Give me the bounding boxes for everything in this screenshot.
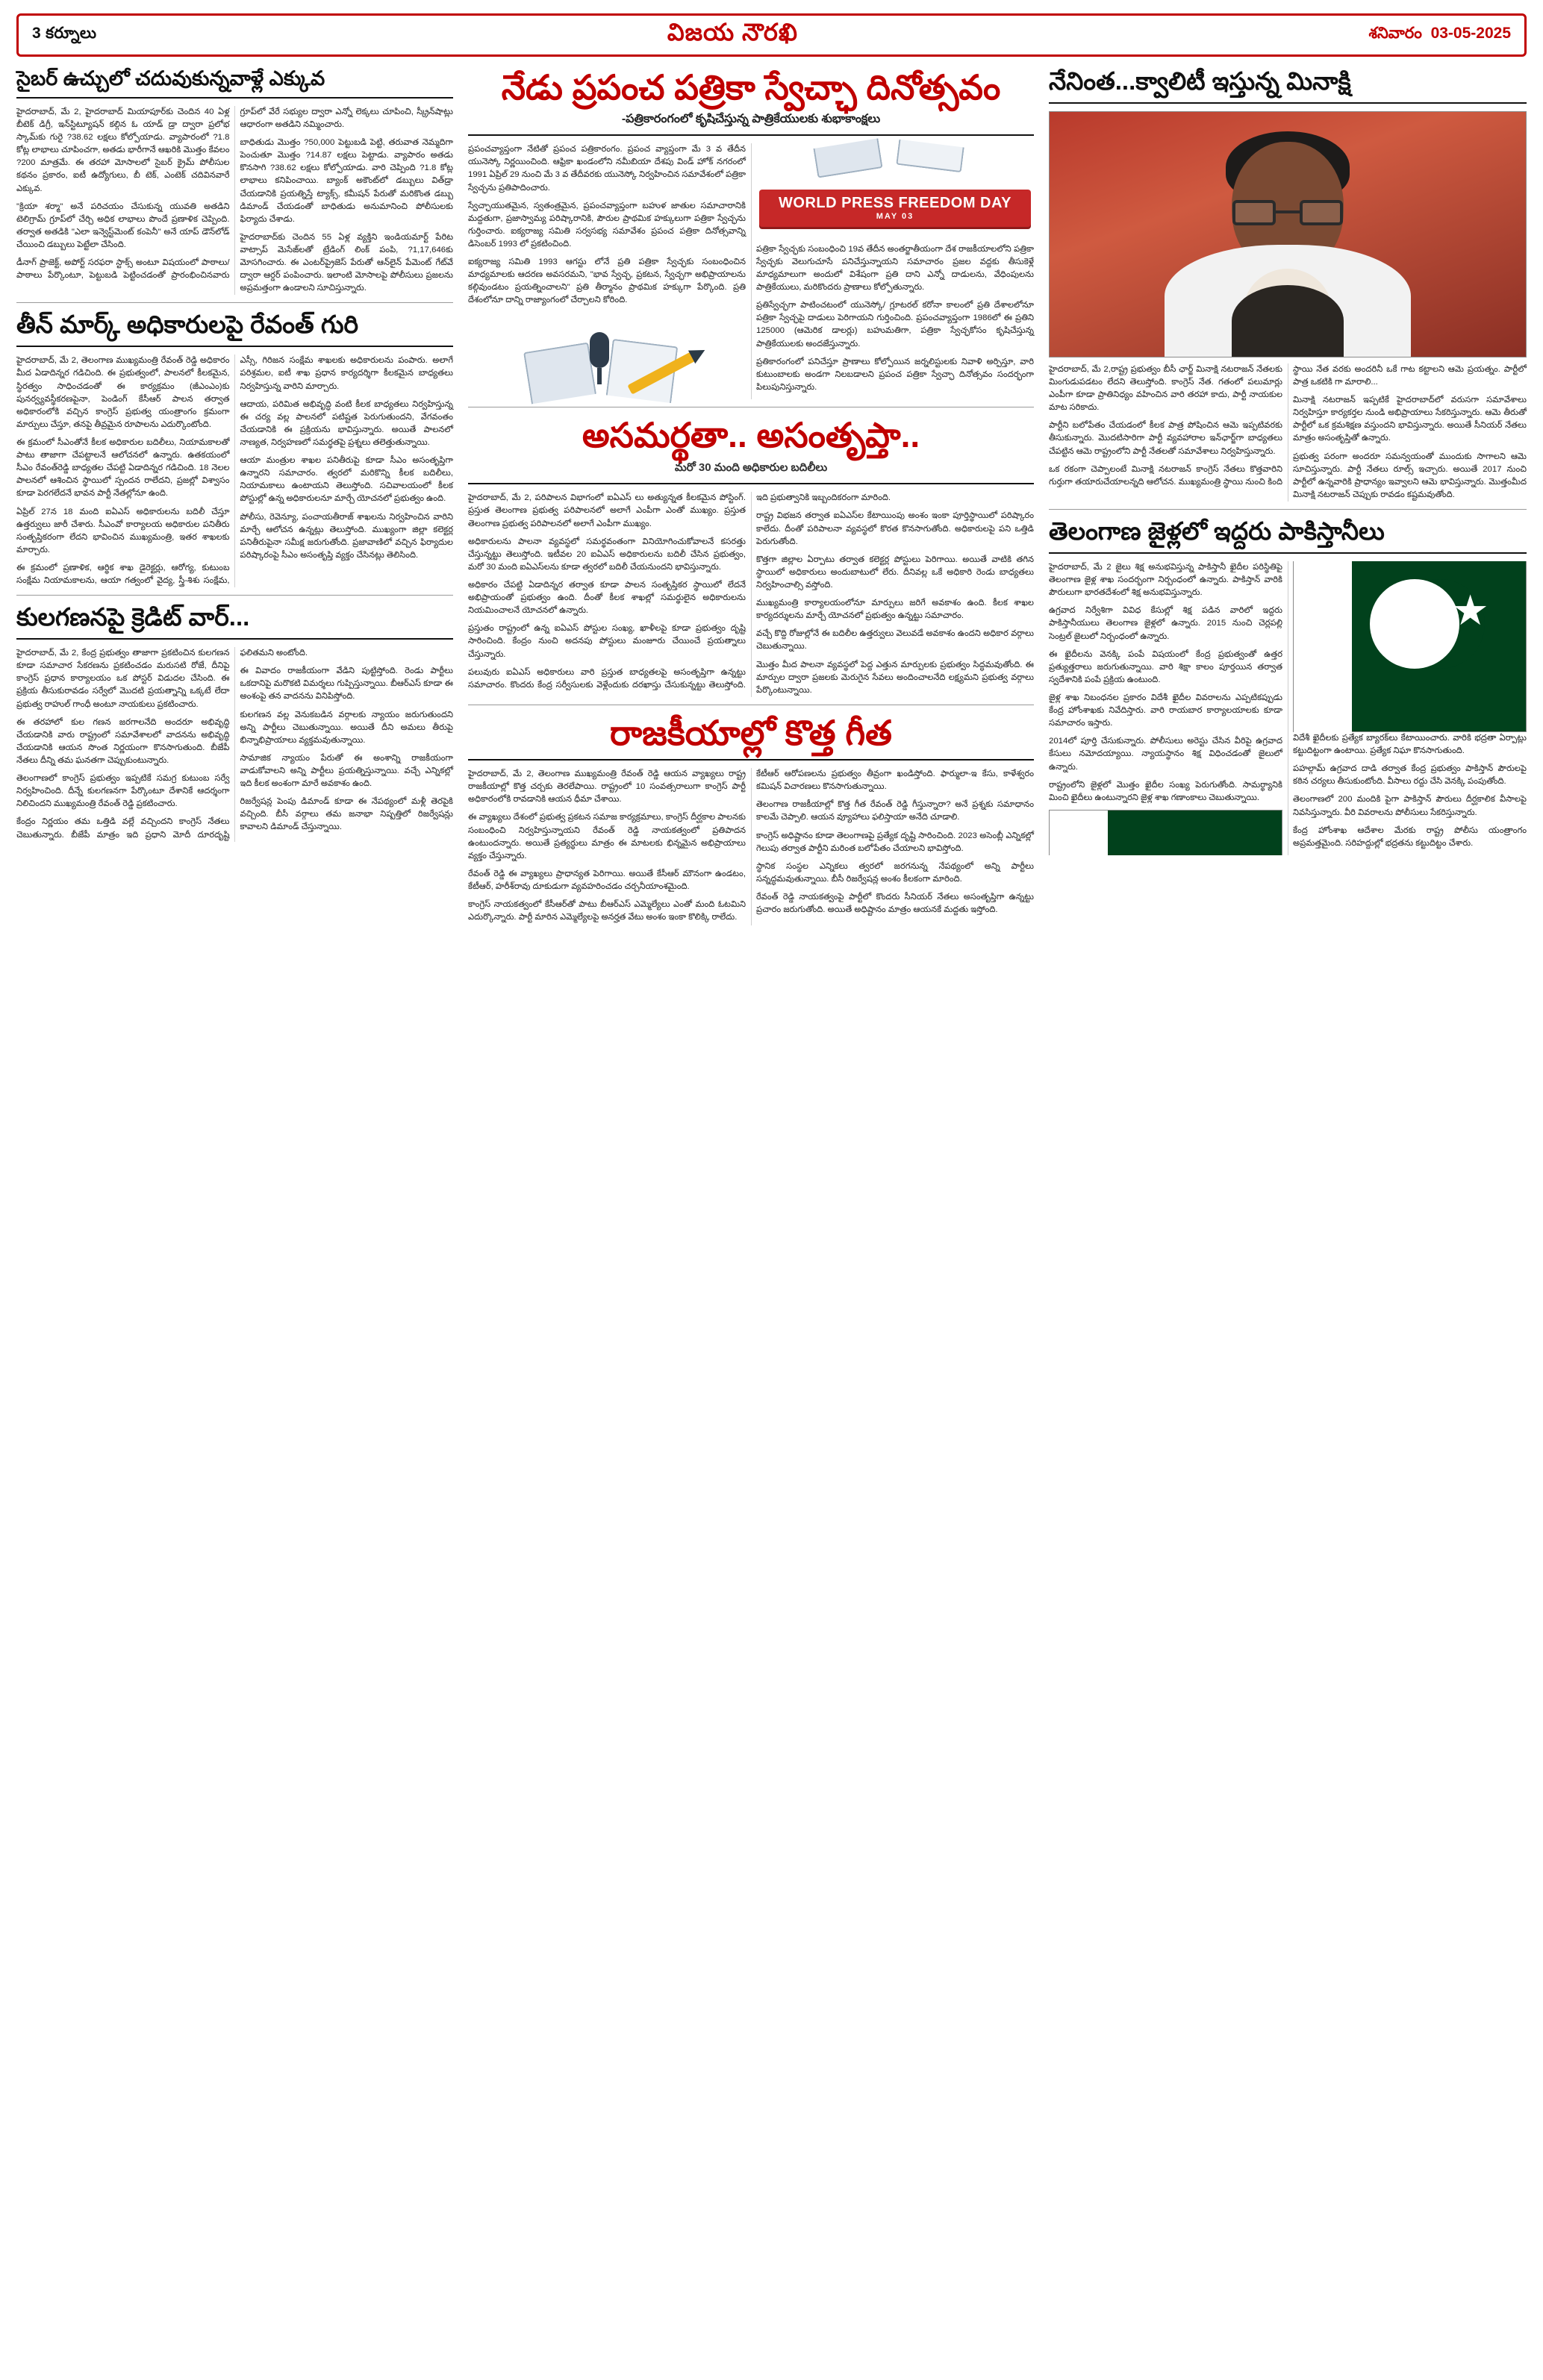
article-world-press-freedom-day [468,67,1034,399]
paragraph: ఈ తరహాలో కుల గణన జరగాలనేది అందరూ అభివృద్ధి చేయడానికి వారు రాష్ట్రంలో సమావేశాలలో వాదనను అభివృద్ధి చేయడానికి ఆయన సొంత నిర్ణయంగా కొనసాగుతుంది. బీజేపీ నేతలు దీన్ని తమ ఘనతగా చెప్పుకుంటున్నారు. [16,717,230,765]
paragraph: ఏప్రిల్ 27న 18 మంది ఐఏఎస్ అధికారులను బదిలీ చేస్తూ ఉత్తర్వులు జారీ చేశారు. సీఎంవో కార్యాలయ అధికారుల పనితీరు సంతృప్తికరంగా లేదని భావించిన ముఖ్యమంత్రి, ఇతర శాఖలకు మార్చారు. [16,507,230,555]
article-wpfd-body [468,143,1034,399]
paragraph: కేటీఆర్ ఆరోపణలను ప్రభుత్వం తీవ్రంగా ఖండిస్తోంది. ఫార్ములా-ఇ కేసు, కాళేశ్వరం కమిషన్ విచారణలు కొనసాగుతున్నాయి. [756,769,1034,792]
left-column [16,64,453,930]
paragraph: ప్రపంచవ్యాప్తంగా నేటితో ప్రపంచ పత్రికారంగం. ప్రపంచ వ్యాప్తంగా మే 3 వ తేదీన యునెస్కో నిర్ణయించింది. ఆఫ్రికా ఖండంలోని నమీబియా దేశపు విండ్ హోక్ నగరంలో 1991 ఏప్రిల్ 29 నుంచి మే 3 వ తేదీవరకు యునెస్కో నిర్వహించిన సమావేశంలో పత్రికా స్వేచ్ఛను ప్రతిపాదించారు. [468,145,746,193]
paragraph: హైదరాబాద్, మే 2, కేంద్ర ప్రభుత్వం తాజాగా ప్రకటించిన కులగణన కూడా సమాచార సేకరణను ప్రకటించడం మరుసటి రోజే, దీనిపై కాంగ్రెస్ ప్రధాన కార్యాలయం ఒక పోస్టర్ విడుదల చేసింది. ఈ ప్రక్రియ తీసుకురావడం సర్వేలో మొదటి ప్రయత్నాన్ని ఒక్కటే లేదా ప్రభుత్వ రాహుల్ గాంధీ అంటూ నాయకులు ప్రకటించారు. [16,649,230,709]
article-new-song-headline: రాజకీయాల్లో కొత్త గీత [610,713,892,752]
article-wpfd-headline: నేడు ప్రపంచ పత్రికా స్వేచ్ఛా దినోత్సవం [501,68,1001,107]
paragraph: ప్రతికారంగంలో పనిచేస్తూ ప్రాణాలు కోల్పోయిన జర్నలిస్టులకు నివాళి అర్పిస్తూ, వారి కుటుంబాలకు అండగా నిలబడాలని ప్రపంచ పత్రికా స్వేచ్ఛా దినోత్సవం సందర్భంగా పిలుపునిస్తున్నారు. [756,357,1034,392]
article-incapable-body [468,492,1034,697]
paragraph: అధికారం చేపట్టి ఏడాదిన్నర తర్వాత కూడా పాలన సంతృప్తికర స్థాయిలో లేదనే అభిప్రాయంతో ప్రభుత్వం ఉంది. దీంతో కీలక శాఖల్లో సమర్థులైన అధికారులను నియమించాలనే యోచనలో ఉన్నారు. [468,580,746,616]
article-new-song-body [468,768,1034,925]
divider [468,759,1034,760]
paragraph: కాంగ్రెస్ అధిష్టానం కూడా తెలంగాణపై ప్రత్యేక దృష్టి సారించింది. 2023 అసెంబ్లీ ఎన్నికల్లో గెలుపు తర్వాత పార్టీని మరింత బలోపేతం చేయాలని భావిస్తోంది. [756,831,1034,853]
paragraph: ఆదాయ, పరిమిత అభివృద్ధి వంటి కీలక బాధ్యతలు నిర్వహిస్తున్న ఈ చర్య వల్ల పాలనలో పటిష్టత పెరుగుతుందని, వేగవంతం చేయడానికి ఈ ప్రక్రియను భావిస్తున్నారు. అయితే పాలనలో నాణ్యత, నిర్వహణలో సమర్థతపై ప్రశ్నలు తలెత్తుతున్నాయి. [240,399,453,447]
paragraph: ఒక రకంగా చెప్పాలంటే మినాక్షి నటరాజన్ కాంగ్రెస్ నేతలు కొత్తవారిని గుర్తుగా తయారుచేయాలన్నది ఆలోచన. ముఖ్యమంత్రి స్థాయి నుంచి కింది స్థాయి నేత వరకు అందరినీ ఒకే గాట కట్టాలని ఆమె ప్రయత్నం. పార్టీలో పాత్ర ఒకటికి గా మారాలి... [1049,364,1527,487]
star-icon: ★ [1451,587,1489,634]
paragraph: ఈ వివాదం రాజకీయంగా వేడిని పుట్టిస్తోంది. రెండు పార్టీలు ఒకదానిపై మరొకటి విమర్శలు గుప్పిస్తున్నాయి. బీఆర్ఎస్ కూడా ఈ అంశంపై తన వాదనను వినిపిస్తోంది. [240,666,453,702]
paragraph: హైదరాబాద్, మే 2 జైలు శిక్ష అనుభవిస్తున్న పాకిస్తానీ ఖైదీల పరిస్థితిపై తెలంగాణ జైళ్ల శాఖ సందర్భంగా నిర్బంధంలో ఉన్నారు. పాకిస్తాన్ వారికి పౌరులుగా భారతదేశంలో శిక్ష అనుభవిస్తున్నారు. [1049,562,1282,598]
paragraph: ఈ ఖైదీలను వెనక్కి పంపే విషయంలో కేంద్ర ప్రభుత్వంతో ఉత్తర ప్రత్యుత్తరాలు జరుగుతున్నాయి. వారి శిక్షా కాలం పూర్తయిన తర్వాత స్వదేశానికి పంపే ప్రక్రియ ఉంటుంది. [1049,649,1282,684]
paragraph: కులగణన వల్ల వెనుకబడిన వర్గాలకు న్యాయం జరుగుతుందని అన్ని పార్టీలు చెబుతున్నాయి. అయితే దీని అమలు తీరుపై భిన్నాభిప్రాయాలు వ్యక్తమవుతున్నాయి. [240,710,453,745]
page-grid [16,64,1527,930]
publication-date [1369,25,1512,46]
paragraph: తెలంగాణలో కాంగ్రెస్ ప్రభుత్వం ఇప్పటికే సమగ్ర కుటుంబ సర్వే నిర్వహించింది. దీన్నే కులగణనగా పేర్కొంటూ దేశానికే ఆదర్శంగా నిలిచిందని ముఖ్యమంత్రి రేవంత్ రెడ్డి ప్రకటించారు. [16,774,230,809]
paragraph: పోలీసు, రెవెన్యూ, పంచాయతీరాజ్ శాఖలను నిర్వహించిన వారిని మార్చే ఆలోచన ఉన్నట్లు తెలుస్తోంది. ముఖ్యంగా జిల్లా కలెక్టర్ల పనితీరుపైనా సమీక్ష జరుగుతోంది. ప్రజావాణిలో వచ్చిన ఫిర్యాదుల పరిష్కారంపై సీఎం అసంతృప్తి వ్యక్తం చేసినట్లు తెలిసింది. [240,512,453,560]
paragraph: అధికారులను పాలనా వ్యవస్థలో సమర్థవంతంగా వినియోగించుకోవాలనే కసరత్తు చేస్తున్నట్టు తెలుస్తోంది. ఇటీవల 20 ఐఏఎస్ అధికారులను బదిలీ చేసిన ప్రభుత్వం, మరో 30 మంది ఐఏఎస్‌లను కూడా త్వరలో బదిలీ చేయనుందని భావిస్తున్నారు. [468,537,746,572]
center-column [468,64,1034,930]
paragraph: వచ్చే కొద్ది రోజుల్లోనే ఈ బదిలీల ఉత్తర్వులు వెలువడే అవకాశం ఉందని అధికార వర్గాలు చెబుతున్నాయి. [756,629,1034,652]
lens-right [1300,200,1343,225]
article-revanth-headline: తీన్ మార్క్ అధికారులపై రేవంత్ గురి [16,310,359,339]
article-revanth-body [16,354,453,587]
paragraph: పలువురు ఐఏఎస్ అధికారులు వారి ప్రస్తుత బాధ్యతలపై అసంతృప్తిగా ఉన్నట్టు సమాచారం. కొందరు కేంద్ర సర్వీసులకు వెళ్లేందుకు దరఖాస్తు చేసుకున్నట్టు తెలుస్తోంది. ఇది ప్రభుత్వానికి ఇబ్బందికరంగా మారింది. [468,493,891,690]
wpfd-ribbon-title: WORLD PRESS FREEDOM DAY [779,194,1011,211]
paragraph: ప్రస్తుతం రాష్ట్రంలో ఉన్న ఐఏఎస్ పోస్టుల సంఖ్య, ఖాళీలపై కూడా ప్రభుత్వం దృష్టి సారించింది. కేంద్రం నుంచి అదనపు పోస్టులు మంజూరు చేయించే ప్రయత్నాలు చేస్తున్నారు. [468,624,746,659]
article-incapable [468,415,1034,697]
wpfd-ribbon-sub: MAY 03 [876,211,914,221]
paragraph: ఐక్యరాజ్య సమితి 1993 ఆగస్టు లోనే ప్రతి పత్రికా స్వేచ్ఛకు సంబంధించిన మాధ్యమాలకు ఆదరణ అవసరమని, "భావ స్వేచ్ఛ, ప్రకటన, స్వేచ్ఛగా అభిప్రాయాలను కల్గివుండటం ప్రయత్నించాలని" ప్రతి తీర్మానం ప్రాథమిక హక్కుగా పేర్కొంది. ప్రతి దేశంలోనూ దాన్ని రాజ్యాంగంలో చేర్చాలని కోరింది. [468,257,746,305]
minakshi-portrait-photo [1049,111,1527,357]
glasses-icon [1232,200,1343,225]
divider [16,346,453,347]
glasses-bridge [1276,210,1300,213]
divider [16,97,453,99]
divider [468,134,1034,136]
divider [468,483,1034,484]
article-new-song [468,713,1034,925]
article-credit-war-headline: కులగణనపై క్రెడిట్ వార్... [16,603,250,631]
paragraph: విదేశీ ఖైదీలకు ప్రత్యేక బ్యారక్‌లు కేటాయించారు. వారికి భద్రతా ఏర్పాట్లు కట్టుదిట్టంగా ఉంటాయి. ప్రత్యేక నిఘా కొనసాగుతుంది. [1293,733,1527,756]
article-cyber [16,67,453,295]
wpfd-ribbon [759,190,1031,227]
paragraph: మినాక్షి నటరాజన్ ఇప్పటికే హైదరాబాద్‌లో వరుసగా సమావేశాలు నిర్వహిస్తూ కార్యకర్తల నుండి అభిప్రాయాలు సేకరిస్తున్నారు. ఆమె తీరుతో పార్టీలో ఒక క్రమశిక్షణ వస్తుందని భావిస్తున్నారు. అయితే సీనియర్ నేతలు మాత్రం అసంతృప్తితో ఉన్నారు. [1293,396,1527,443]
paragraph: కొత్తగా జిల్లాల ఏర్పాటు తర్వాత కలెక్టర్ల పోస్టులు పెరిగాయి. అయితే వాటికి తగిన స్థాయిలో అధికారులు అందుబాటులో లేరు. దీనివల్ల ఒకే అధికారి రెండు బాధ్యతలు నిర్వహించాల్సి వస్తోంది. [756,555,1034,590]
paragraph: హైదరాబాద్, మే 2, తెలంగాణ ముఖ్యమంత్రి రేవంత్ రెడ్డి అధికారం మీద ఏడాదిన్నర గడిచింది. ఈ ప్రభుత్వంలో, పాలనలో కీలకమైన, స్థిరత్వం సాధించడంతో ఈ కార్యక్రమం (జీఎంఎం)కు పునర్వ్యవస్థీకరణపైనా, పెండింగ్ కేసీఆర్ పాలన తర్వాత అధికారంలోకి వచ్చిన కాంగ్రెస్ ప్రభుత్వ యంత్రాంగం క్రమంగా మార్పులు చేస్తూ, తనపై తీవ్రమైన రూపాలను ఎదుర్కొంటోంది. [16,356,230,429]
article-incapable-kicker: మరో 30 మంది అధికారుల బదిలీలు [674,461,828,475]
paragraph: స్థానిక సంస్థల ఎన్నికలు త్వరలో జరగనున్న నేపథ్యంలో అన్ని పార్టీలు సన్నద్ధమవుతున్నాయి. బీసీ రిజర్వేషన్ల అంశం కీలకంగా మారింది. [756,861,1034,884]
paragraph: పహల్గామ్ ఉగ్రవాద దాడి తర్వాత కేంద్ర ప్రభుత్వం పాకిస్తాన్ పౌరులపై కఠిన చర్యలు తీసుకుంటోంది. వీసాలు రద్దు చేసి వెనక్కి పంపుతోంది. [1293,764,1527,787]
paragraph: హైదరాబాద్, మే 2, తెలంగాణ ముఖ్యమంత్రి రేవంత్ రెడ్డి ఆయన వ్యాఖ్యలు రాష్ట్ర రాజకీయాల్లో కొత్త చర్చకు తెరలేపాయి. రాష్ట్రంలో 10 సంవత్సరాలుగా కాంగ్రెస్ పార్టీ అధికారంలోకి రావడానికి ఆయన ధీమా చేశాయి. [468,769,746,805]
paragraph: రేవంత్ రెడ్డి నాయకత్వంపై పార్టీలో కొందరు సీనియర్ నేతలు అసంతృప్తిగా ఉన్నట్టు ప్రచారం జరుగుతోంది. అయితే అధిష్టానం మాత్రం ఆయనకే మద్దతు ఇస్తోంది. [756,892,1034,915]
edition-label: 3 కర్నూలు [32,24,97,42]
divider [16,638,453,640]
paragraph: ప్రభుత్వ పరంగా అందరూ సమన్వయంతో ముందుకు సాగాలని ఆమె సూచిస్తున్నారు. పార్టీ నేతలు రూల్స్ ఇచ్చారు. అయితే 2017 నుంచి పార్టీలో ఉన్నవారికి ప్రాధాన్యం ఇవ్వాలని ఆమె భావిస్తున్నారు. మొత్తంమీద మినాక్షి నటరాజన్ చెప్పుకు రావడం కష్టమవుతోంది. [1293,452,1527,499]
paragraph: జైళ్ల శాఖ నిబంధనల ప్రకారం విదేశీ ఖైదీల వివరాలను ఎప్పటికప్పుడు కేంద్ర హోంశాఖకు నివేదిస్తారు. వారి రాయబార కార్యాలయాలకు కూడా సమాచారం ఇస్తారు. [1049,693,1282,728]
paragraph: డీనాగ్ ప్రాజెక్ట్, అపోర్ట్ సరఫరా స్టాక్స్ అంటూ విషయంలో పాఠాలు/పాఠాలు పేర్కొంటూ, పెట్టుబడి పెట్టించడంతో ప్రారంభించినవారు గ్రూప్‌లో వేరే సభ్యుల ద్వారా ఎన్నో లెక్కలు చూపించి, స్క్రీన్‌షాట్లు ఆధారంగా అతడిని నమ్మించారు. [16,107,453,281]
paragraph: సామాజిక న్యాయం పేరుతో ఈ అంశాన్ని రాజకీయంగా వాడుకోవాలని అన్ని పార్టీలు ప్రయత్నిస్తున్నాయి. వచ్చే ఎన్నికల్లో ఇది కీలక అంశంగా మారే అవకాశం ఉంది. [240,753,453,789]
collar-shape [1232,285,1344,357]
divider [16,302,453,303]
paragraph: ఈ క్రమంలో సీఎంతోనే కీలక అధికారుల బదిలీలు, నియామకాలతో పాటు తాజాగా చేపట్టాలనే ఆలోచనలో ఉన్నారు. ఉతకయంలో సీఎం రేవంత్‌రెడ్డి బాధ్యతల చేపట్టి ఏడాదిన్నర గడిచింది. 18 నెలల పాలనలో ఆశించిన స్థాయిలో స్పందన రాలేదని, ప్రజల్లో విశ్వాసం కూడా పెరగలేదనే భావన పార్టీ నేతల్లోనూ ఉంది. [16,437,230,499]
weekday-label: శనివారం [1368,24,1422,42]
paragraph: ఉగ్రవాద నిర్వేశిగా వివిధ కేసుల్లో శిక్ష పడిన వారిలో ఇద్దరు పాకిస్తానీయులు తెలంగాణ జైళ్లలో ఉన్నారు. 2015 నుంచి చెర్లపల్లి సెంట్రల్ జైలులో నిర్బంధంలో ఉన్నారు. [1049,606,1282,641]
article-prisoners-headline: తెలంగాణ జైళ్లలో ఇద్దరు పాకిస్తానీలు [1049,517,1385,546]
paragraph: మొత్తం మీద పాలనా వ్యవస్థలో పెద్ద ఎత్తున మార్పులకు ప్రభుత్వం సిద్ధమవుతోంది. ఈ మార్పుల ద్వారా ప్రజలకు మెరుగైన సేవలు అందించాలనేది లక్ష్యమని ప్రభుత్వ వర్గాలు పేర్కొంటున్నాయి. [756,660,1034,695]
article-credit-war-body [16,647,453,842]
paragraph: తెలంగాణలో 200 మందికి పైగా పాకిస్తాన్ పౌరులు దీర్ఘకాలిక వీసాలపై నివసిస్తున్నారు. వీరి వివరాలను పోలీసులు సేకరిస్తున్నారు. [1293,795,1527,817]
paragraph: హైదరాబాద్, మే 2, హైదరాబాద్ మియాపూర్‌కు చెందిన 40 ఏళ్ల బీటెక్ డిగ్రీ, ఇన్‌స్టిట్యూషన్ కల్గిన ఓ యాడ్ డ్రా ద్వారా ప్రలోభ స్కామ్‌కు గురై ?38.62 లక్షలు కోల్పోయాడు. వ్యాపారంలో ?1.8 కోట్ల లాభాలు చూపించగా, అతడు భారీగానే ఆఖరికి మొత్తం కేవలం ?200 మాత్రమే. ఈ తరహా మోసాలలో సైబర్ క్రైమ్ పోలీసుల కథనం ప్రకారం, ఐటీ ఉద్యోగులు, బీ టెక్, ఎంటెక్ చదివినవారే ఎక్కువ. [16,107,230,193]
right-column [1049,64,1527,930]
article-wpfd-subhead: -పత్రికారంగంలో కృషిచేస్తున్న పాత్రికేయులకు శుభాకాంక్షలు [621,113,881,126]
article-cyber-body [16,106,453,296]
paragraph: రిజర్వేషన్ల పెంపు డిమాండ్ కూడా ఈ నేపథ్యంలో మళ్లీ తెరపైకి వచ్చింది. బీసీ వర్గాలు తమ జనాభా నిష్పత్తిలో రిజర్వేషన్లు కావాలని డిమాండ్ చేస్తున్నాయి. [240,797,453,832]
article-revanth [16,310,453,587]
microphone-icon [590,332,609,368]
paragraph: హైదరాబాద్, మే 2,రాష్ట్ర ప్రభుత్వం బీసీ ఛార్జ్ మినాక్షి నటరాజన్ నేతలకు మింగుడుపడటం లేదని తెలుస్తోంది. కాంగ్రెస్ నేత. గతంలో పలుమార్లు ఎంపీగా కూడా ప్రాతినిధ్యం వహించిన వారి తరహా కాదు, పార్టీ నాయకుల మాట సరికాదు. [1049,364,1282,413]
paragraph: ఈ క్రమంలో ప్రణాళిక, ఆర్థిక శాఖ డైరెక్టర్లు, ఆరోగ్య, కుటుంబ సంక్షేమ నియామకాలను, ఆయా గత్వంలో వైద్య, స్త్రీ-శిశు సంక్షేమ, ఎస్సీ, గిరిజన సంక్షేమ శాఖలకు అధికారులను పంపారు. అలాగే పరిశ్రమల, ఐటీ శాఖ ప్రధాన కార్యదర్శిగా కీలకమైన బాధ్యతలు నిర్వహిస్తున్న వారిని మార్చారు. [16,356,453,586]
article-prisoners-body [1049,561,1527,855]
paragraph: హైదరాబాద్‌కు చెందిన 55 ఏళ్ల వ్యక్తిని ఇండియమార్ట్ పేరిట వాట్సాప్ మెసేజ్‌లతో ట్రేడింగ్ లింక్ పంపి, ?1,17,646కు మోసగించారు. ఈ ఎంటర్‌ప్రైజెస్ పేరుతో ఆన్‌లైన్ పేమెంట్ గేట్‌వే ద్వారా ఆర్డర్ పంపించారు. ఇలాంటి మోసాలపై పోలీసులు ప్రజలను అప్రమత్తంగా ఉండాలని సూచిస్తున్నారు. [240,232,453,293]
paragraph: బాధితుడు మొత్తం ?50,000 పెట్టుబడి పెట్టి, తరువాత నెమ్మదిగా పెంచుతూ మొత్తం ?14.87 లక్షలు పెట్టాడు. వ్యాపారం అతడు కొనసాగి ?38.62 లక్షలు కోల్పోయాడు. వారి చెప్పింది ?1.8 కోట్ల లాభాలు కనిపించాయి. బ్యాంక్ అకౌంట్‌లో డబ్బులు విత్‌డ్రా చేయడానికి ప్రయత్నిస్తే ట్యాక్స్, కమీషన్ పేరుతో మరికొంత డబ్బు డిమాండ్ చేయడంతో బాధితుడు అనుమానించి పోలీసులకు ఫిర్యాదు చేశాడు. [240,138,453,224]
paragraph: ఆయా మంత్రుల శాఖల పనితీరుపై కూడా సీఎం అసంతృప్తిగా ఉన్నారని సమాచారం. త్వరలో మరికొన్ని కీలక బదిలీలు, నియామకాలు ఉంటాయని తెలుస్తోంది. సచివాలయంలో కీలక పోస్టుల్లో ఉన్న అధికారులనూ మార్చే యోచనలో ప్రభుత్వం ఉంది. [240,456,453,504]
lens-left [1232,200,1276,225]
paragraph: ముఖ్యమంత్రి కార్యాలయంలోనూ మార్పులు జరిగే అవకాశం ఉంది. కీలక శాఖల కార్యదర్శులను మార్చే యోచనలో ప్రభుత్వం ఉన్నట్టు సమాచారం. [756,599,1034,621]
paragraph: తెలంగాణ రాజకీయాల్లో కొత్త గీత రేవంత్ రెడ్డి గీస్తున్నారా? అనే ప్రశ్నకు సమాధానం కాలమే చెప్పాలి. ఆయన వ్యూహాలు ఫలిస్తాయా అనేది చూడాలి. [756,800,1034,822]
article-incapable-headline: అసమర్థతా.. అసంతృప్తా.. [582,416,920,455]
paragraph: కాంగ్రెస్ నాయకత్వంలో కేసీఆర్‌తో పాటు బీఆర్ఎస్ ఎమ్మెల్యేలు ఎంతో మంది ఓటమిని ఎదుర్కొన్నారు. పార్టీ మారిన ఎమ్మెల్యేలపై అనర్హత వేటు అంశం ఇంకా కొలిక్కి రాలేదు. [468,900,746,922]
article-minakshi-headline: నేనింత...క్వాలిటీ ఇస్తున్న మినాక్షి [1049,67,1351,95]
paragraph: ప్రతిస్వేచ్ఛగా పాటించటంలో యునెస్కో/ గ్లూటరల్ కరోనా కాలంలో ప్రతి దేశాలలోనూ పత్రికా స్వేచ్ఛపై దాడులు పెరిగాయని గుర్తించింది. ప్రపంచవ్యాప్తంగా 1986లో ఈ ప్రతిని 125000 (ఆమెరిక డాలర్లు) బహుమతిగా, పత్రికా స్వేచ్ఛకోసం కృషిచేస్తున్న పాత్రికేయులకు అందజేస్తున్నారు. [756,301,1034,349]
paragraph: రాష్ట్రంలోని జైళ్లలో మొత్తం ఖైదీల సంఖ్య పెరుగుతోంది. సామర్థ్యానికి మించి ఖైదీలు ఉంటున్నారని జైళ్ల శాఖ గణాంకాలు చెబుతున్నాయి. [1049,780,1282,802]
divider [1049,509,1527,510]
article-prisoners [1049,517,1527,855]
article-cyber-headline: సైబర్ ఉచ్చులో చదువుకున్నవాళ్లే ఎక్కువ [16,67,325,90]
paragraph: "క్రియా శర్మా" అనే పరిచయం చేసుకున్న యువతి అతడిని టెలిగ్రామ్ గ్రూప్‌లో చేర్చి అధిక లాభాలు పొందే ప్రణాళిక చెప్పింది. తర్వాత అతడికి "ఎలా ఇన్వెస్ట్‌మెంట్ కంపెనీ" అనే యాప్ డౌన్‌లోడ్ చేయించి డబ్బులు పెట్టేలా చేసింది. [16,202,230,249]
masthead [16,13,1527,57]
paragraph: పత్రికా స్వేచ్ఛకు సంబంధించి 19వ తేదీన అంతర్జాతీయంగా దేశ రాజకీయాలలోని పత్రికా స్వేచ్ఛకు వెలుగుచూసే పనిచేస్తున్నాయని సమాచారం ప్రజల వద్దకు తీసుకెళ్లే మాధ్యమాలుగా అందులో విశేషంగా ప్రతి దాని ఎన్నో దాడులను, వేధింపులను పాత్రికేయులు, మరికొందరు ప్రాణాలు కోల్పోతున్నారు. [756,244,1034,293]
newspaper-title: విజయ నౌరఖి [667,18,798,46]
paragraph: రేవంత్ రెడ్డి ఈ వ్యాఖ్యలు ప్రాధాన్యత పెరిగాయి. అయితే కేసీఆర్ మౌనంగా ఉండటం, కేటీఆర్, హరీశ్‌రావు దూకుడుగా వ్యవహరించడం చర్చనీయాంశమైంది. [468,869,746,891]
article-minakshi-body [1049,363,1527,502]
paragraph: రాష్ట్ర విభజన తర్వాత ఐఏఎస్‌ల కేటాయింపు అంశం ఇంకా పూర్తిస్థాయిలో పరిష్కారం కాలేదు. దీంతో పరిపాలనా వ్యవస్థలో కొరత కొనసాగుతోంది. అధికారులపై పని ఒత్తిడి పెరుగుతోంది. [756,511,1034,546]
paragraph: హైదరాబాద్, మే 2, పరిపాలన విభాగంలో ఐఏఎస్ లు అత్యున్నత కీలకమైన పోస్టింగ్. ప్రస్తుత తెలంగాణ ప్రభుత్వ పరిపాలనలో అలాగే ఎంపీగా ఎంతో ముఖ్యం. ప్రస్తుత తెలంగాణ ప్రభుత్వ పరిపాలనలో అలాగే ఎంపీగా ముఖ్యం. [468,493,746,528]
date-label: 03-05-2025 [1430,24,1511,42]
divider [16,595,453,596]
paragraph: ఈ వ్యాఖ్యలు దేశంలో ప్రభుత్వ ప్రకటన సమాజ కార్యక్రమాలు, కాంగ్రెస్ దీర్ఘకాల పాలనకు సంబంధించి నిర్వహిస్తున్నాయని రేవంత్ రెడ్డి నాయకత్వంలో ప్రతిపాదన ఉంటుందన్నారు. అయితే ప్రత్యర్థులు మాత్రం ఈ మాటలకు భిన్నమైన అభిప్రాయాలు వ్యక్తం చేస్తున్నారు. [468,813,746,861]
paragraph: స్వేచ్ఛాయుతమైన, స్వతంత్రమైన, ప్రపంచవ్యాప్తంగా బహుళ జాతుల సమాచారానికి మద్దతుగా, ప్రజాస్వామ్య పరిష్కారానికి, పౌరుల ప్రాథమిక హక్కులుగా పత్రికా స్వేచ్ఛను గుర్తించారు. ఐక్యరాజ్య సమితి సర్వసభ్య సమావేశం ప్రపంచ పత్రికా దినోత్సవాన్ని డిసెంబర్ 1993 లో ప్రకటించింది. [468,201,746,249]
article-minakshi [1049,67,1527,502]
paragraph: కేంద్ర హోంశాఖ ఆదేశాల మేరకు రాష్ట్ర పోలీసు యంత్రాంగం అప్రమత్తమైంది. సరిహద్దుల్లో భద్రతను కట్టుదిట్టం చేశారు. [1293,825,1527,848]
divider [1049,102,1527,104]
paragraph: 2014లో పూర్తి చేసుకున్నారు. పోలీసులు అరెస్టు చేసిన వీరిపై ఉగ్రవాద కేసులు నమోదయ్యాయి. న్యాయస్థానం శిక్ష విధించడంతో జైలులో ఉన్నారు. [1049,737,1282,772]
article-credit-war [16,603,453,841]
paragraph: కేంద్రం నిర్ణయం తమ ఒత్తిడి వల్లే వచ్చిందని కాంగ్రెస్ నేతలు చెబుతున్నారు. బీజేపీ మాత్రం ఇది ప్రధాని మోదీ దూరదృష్టి ఫలితమని అంటోంది. [16,649,308,840]
divider [1049,552,1527,554]
crescent-moon-icon [1370,579,1459,669]
paragraph: పార్టీని బలోపేతం చేయడంలో కీలక పాత్ర పోషించిన ఆమె ఇప్పటివరకు తీసుకున్నారు. మొదటిసారిగా పార్టీ వ్యవహారాల ఇన్‌ఛార్జ్‌గా బాధ్యతలు చేపట్టిన ఆమె రాష్ట్రంలోని పార్టీ నేతలతో సమావేశాలు నిర్వహిస్తున్నారు. [1049,421,1282,456]
